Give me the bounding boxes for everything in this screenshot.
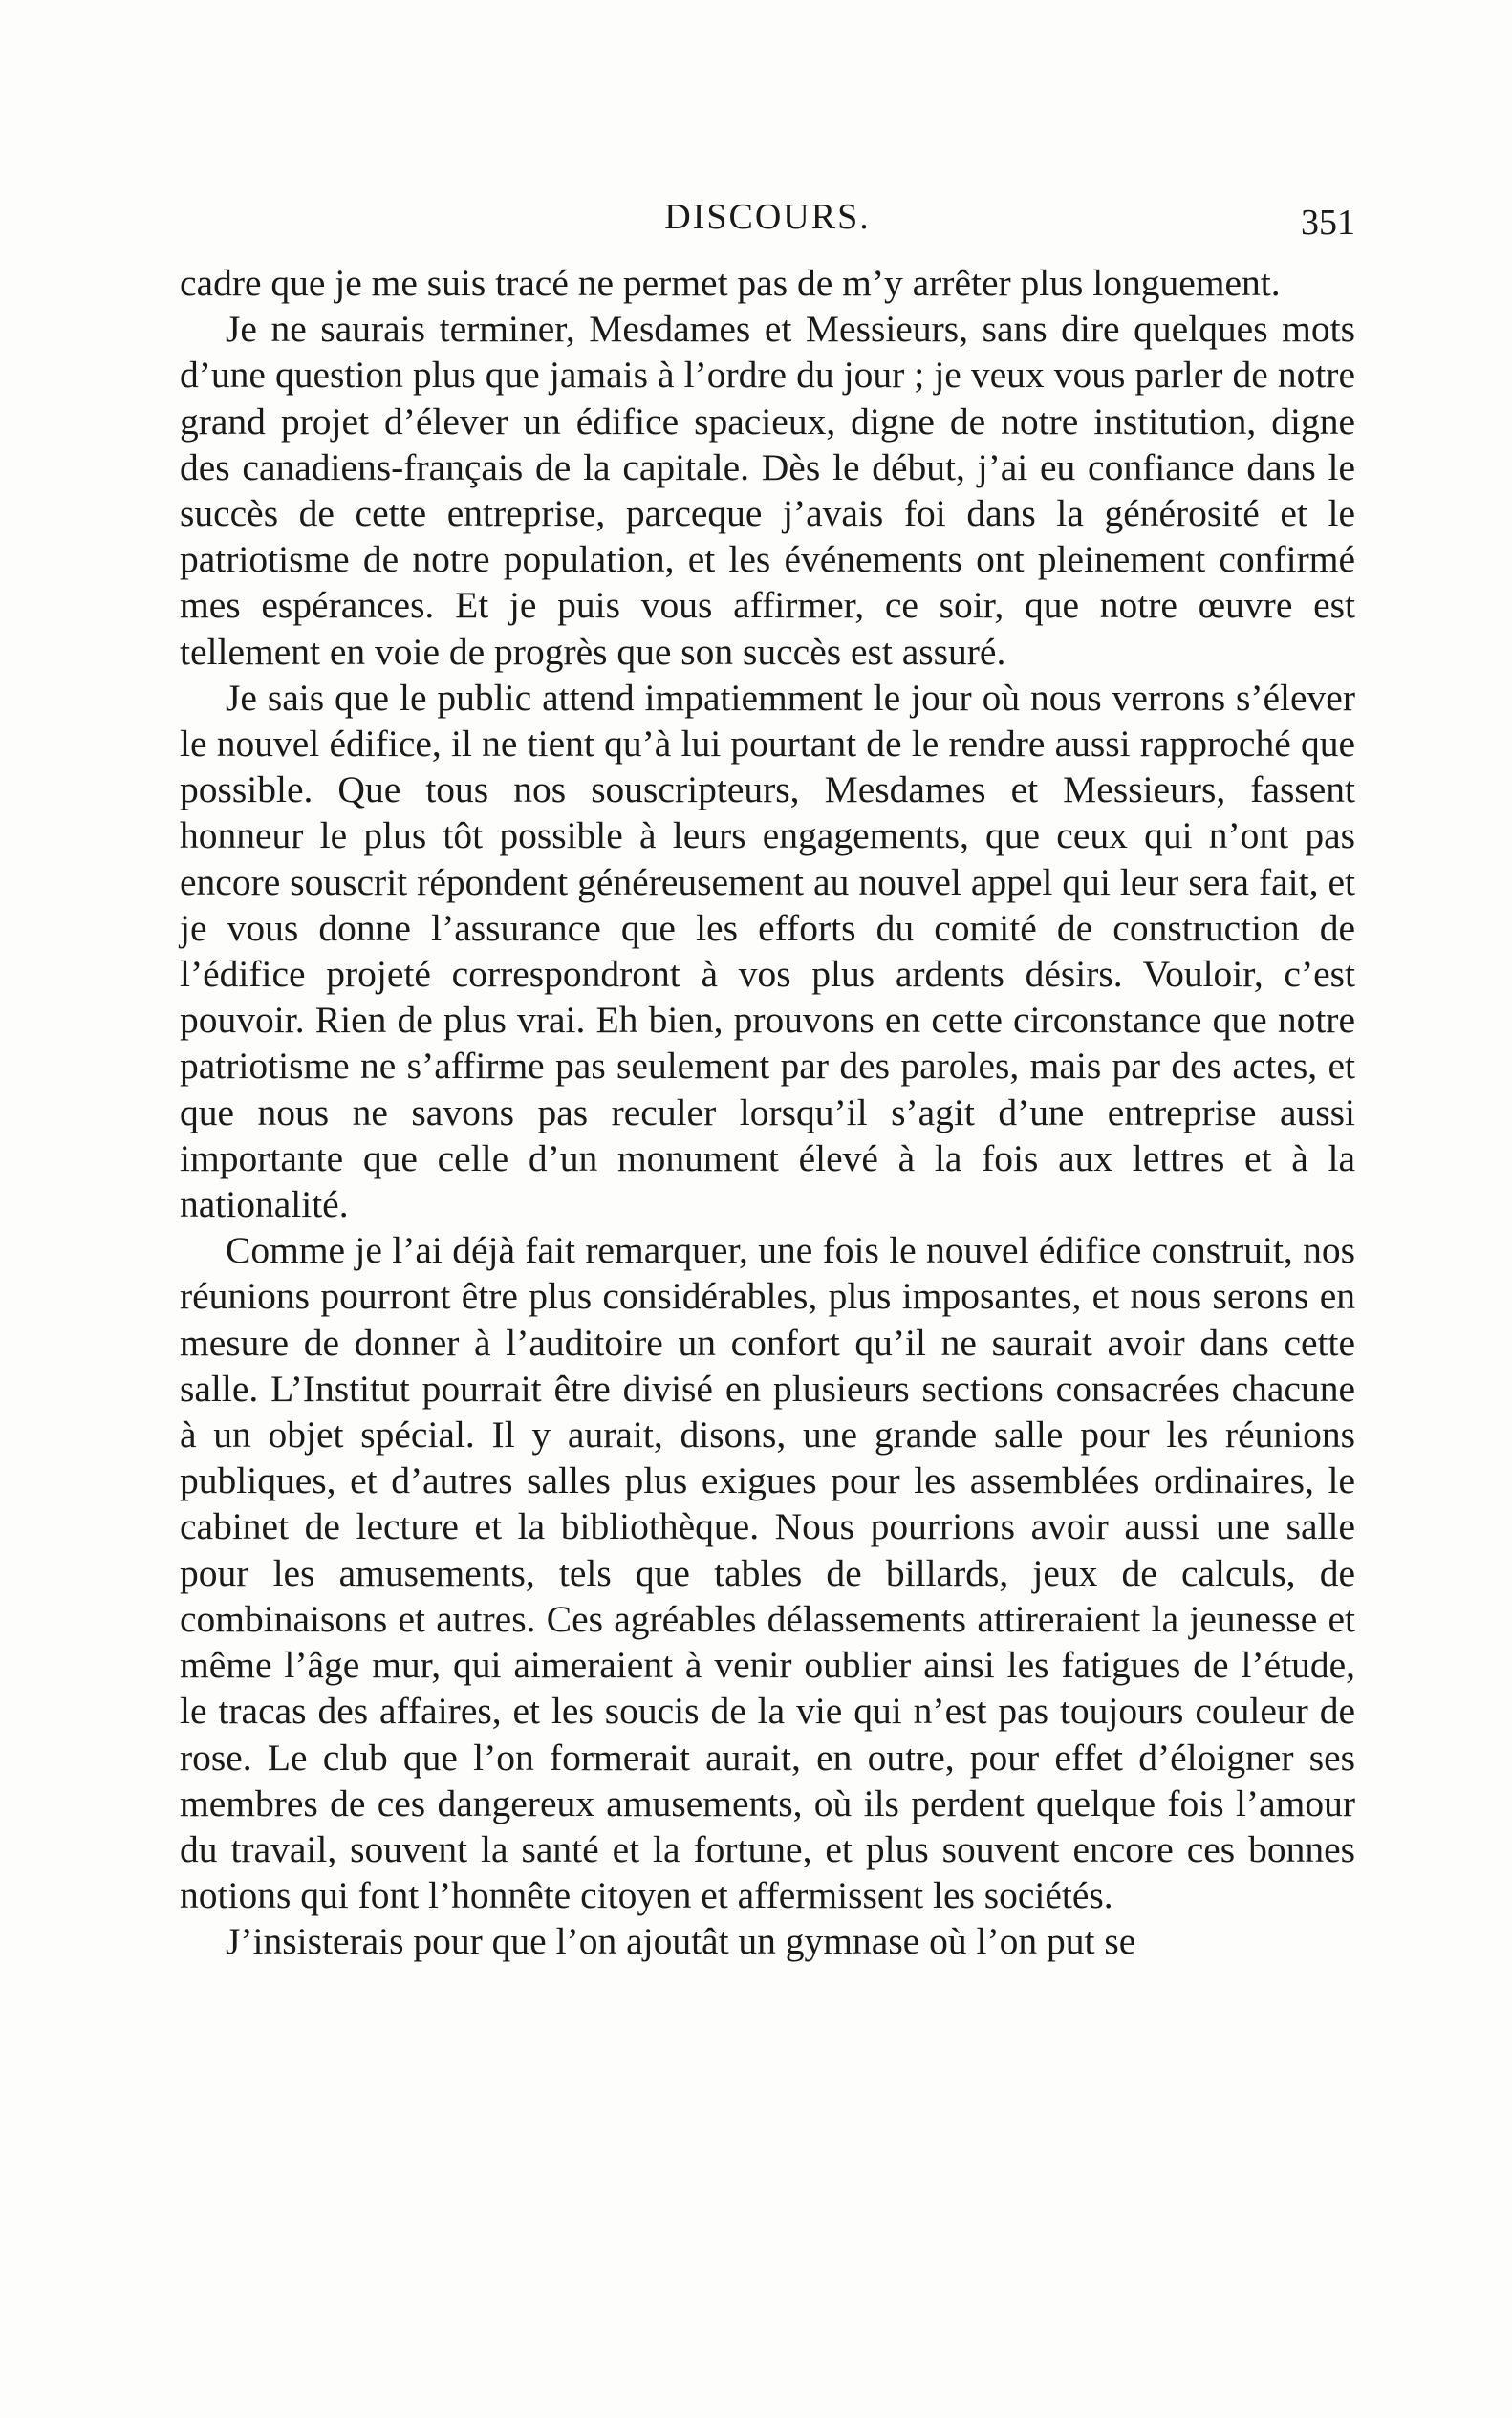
paragraph-gymnasium: J’insisterais pour que l’on ajoutât un gymnase où l’on put se xyxy=(226,1920,1136,1963)
paragraph-continuation: cadre que je me suis tracé ne permet pas de m’y arrêter plus longuement. xyxy=(180,262,1281,304)
body-text xyxy=(180,260,1355,1965)
paragraph-edifice-project: Je ne saurais terminer, Mesdames et Messieurs, sans dire quelques mots d’une question plus que jamais à l’ordre du jour ; je veux vous parler de notre grand projet d’élever un édifice spacieux, digne de notre institution, digne des canadiens-français de la capitale. Dès le début, j’ai eu confiance dans le succès de cette entreprise, parceque j’avais foi dans la générosité et le patriotisme de notre population, et les événements ont pleinement confirmé mes espérances. Et je puis vous affirmer, ce soir, que notre œuvre est tellement en voie de progrès que son succès est assuré. xyxy=(180,308,1355,673)
paragraph-new-building-plans: Comme je l’ai déjà fait remarquer, une fois le nouvel édifice construit, nos réunions pourront être plus considérables, plus imposantes, et nous serons en mesure de donner à l’auditoire un confort qu’il ne saurait avoir dans cette salle. L’Institut pourrait être divisé en plusieurs sections consacrées chacune à un objet spécial. Il y aurait, disons, une grande salle pour les réunions publiques, et d’autres salles plus exigues pour les assemblées ordinaires, le cabinet de lecture et la bibliothèque. Nous pourrions avoir aussi une salle pour les amusements, tels que tables de billards, jeux de calculs, de combinaisons et autres. Ces agréables délassements attireraient la jeunesse et même l’âge mur, qui aimeraient à venir oublier ainsi les fatigues de l’étude, le tracas des affaires, et les soucis de la vie qui n’est pas toujours couleur de rose. Le club que l’on formerait aurait, en outre, pour effet d’éloigner ses membres de ces dangereux amusements, où ils perdent quelque fois l’amour du travail, souvent la santé et la fortune, et plus souvent encore ces bonnes notions qui font l’honnête citoyen et affermissent les sociétés. xyxy=(180,1229,1355,1917)
page-number: 351 xyxy=(1301,203,1355,243)
paragraph-public-appeal: Je sais que le public attend impatiemment le jour où nous verrons s’élever le nouvel édifice, il ne tient qu’à lui pourtant de le rendre aussi rapproché que possible. Que tous nos souscripteurs, Mesdames et Messieurs, fassent honneur le plus tôt possible à leurs engagements, que ceux qui n’ont pas encore souscrit répondent généreusement au nouvel appel qui leur sera fait, et je vous donne l’assurance que les efforts du comité de construction de l’édifice projeté correspondront à vos plus ardents désirs. Vouloir, c’est pouvoir. Rien de plus vrai. Eh bien, prouvons en cette circonstance que notre patriotisme ne s’affirme pas seulement par des paroles, mais par des actes, et que nous ne savons pas reculer lorsqu’il s’agit d’une entreprise aussi importante que celle d’un monument élevé à la fois aux lettres et à la nationalité. xyxy=(180,676,1355,1226)
running-title: DISCOURS. xyxy=(664,197,871,237)
running-head xyxy=(180,196,1355,253)
